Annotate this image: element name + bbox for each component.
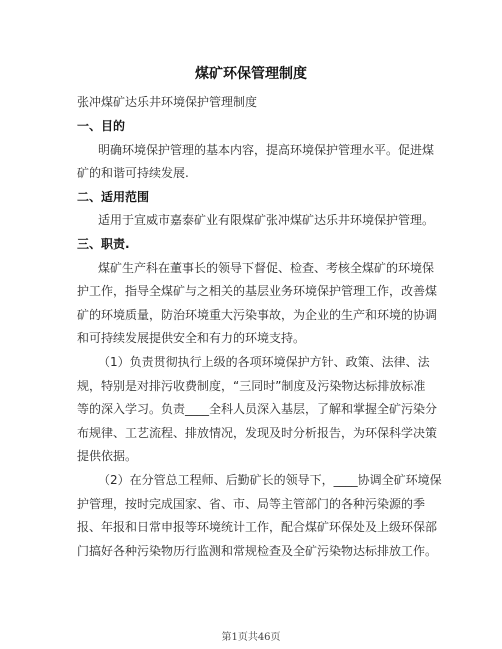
page-number: 第1页共46页: [221, 632, 281, 643]
paragraph-line: 布规律、工艺流程、排放情况，发现及时分析报告，为环保科学决策: [77, 426, 438, 440]
paragraph-line: 护工作，指导全煤矿与之相关的基层业务环境保护管理工作，改善煤: [77, 284, 438, 298]
paragraph-line: （1）负责贯彻执行上级的各项环境保护方针、政策、法律、法: [98, 355, 430, 369]
paragraph-line: 明确环境保护管理的基本内容，提高环境保护管理水平。促进煤: [98, 143, 435, 157]
paragraph-line: 矿的和谐可持续发展.: [77, 166, 189, 180]
paragraph-line: 规，特别是对排污收费制度，“三同时”制度及污染物达标排放标准: [77, 379, 426, 393]
paragraph-line: 护管理，按时完成国家、省、市、局等主管部门的各种污染源的季: [77, 497, 426, 511]
paragraph-line: 矿的环境质量，防治环境重大污染事故，为企业的生产和环境的协调: [77, 308, 438, 322]
paragraph-line: 门搞好各种污染物历行监测和常规检查及全矿污染物达标排放工作。: [77, 544, 438, 558]
paragraph-line: （2）在分管总工程师、后勤矿长的领导下，____协调全矿环境保: [98, 473, 442, 487]
page-title: 煤矿环保管理制度: [195, 66, 307, 82]
paragraph-line: 煤矿生产科在董事长的领导下督促、检查、考核全煤矿的环境保: [98, 261, 435, 275]
paragraph-line: 报、年报和日常申报等环境统计工作，配合煤矿环保处及上级环保部: [77, 520, 438, 534]
doc-subtitle: 张冲煤矿达乐井环境保护管理制度: [77, 95, 258, 109]
section-heading-purpose: 一、目的: [77, 119, 126, 133]
paragraph-line: 提供依据。: [77, 449, 138, 463]
paragraph-line: 适用于宣威市嘉泰矿业有限煤矿张冲煤矿达乐井环境保护管理。: [98, 213, 435, 227]
paragraph-line: 和可持续发展提供安全和有力的环境支持。: [77, 331, 306, 345]
paragraph-line: 等的深入学习。负责____全科人员深入基层，了解和掌握全矿污染分: [77, 402, 438, 416]
section-heading-scope: 二、适用范围: [77, 190, 150, 204]
section-heading-duties: 三、职责.: [77, 237, 130, 251]
